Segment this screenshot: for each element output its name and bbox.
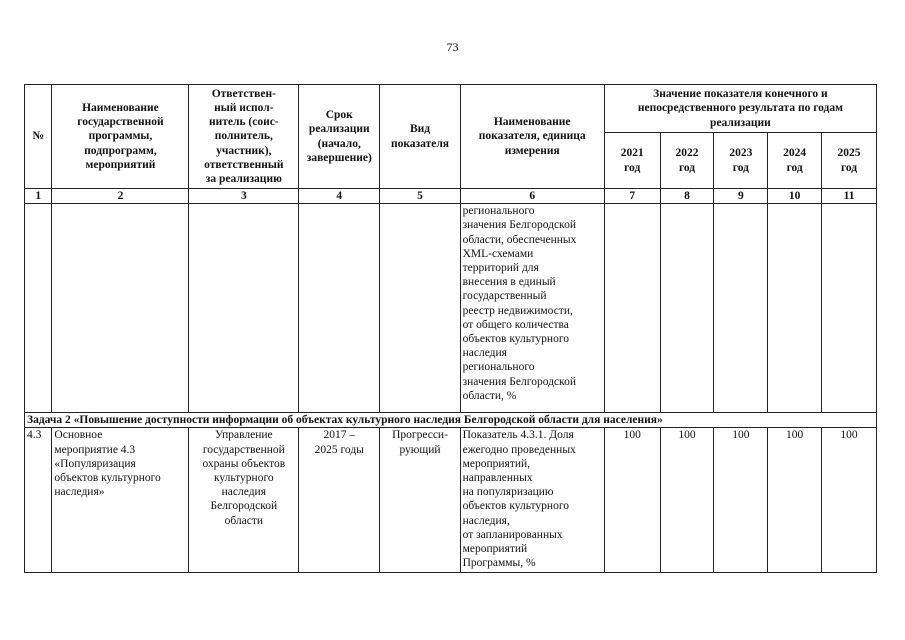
table-cell — [52, 204, 189, 413]
row-program: Основное мероприятие 4.3 «Популяризация объектов культурного наследия» — [52, 428, 189, 573]
table-cell — [660, 204, 714, 413]
header-period: Срок реализации (начало, завершение) — [299, 85, 380, 189]
header-num: № — [25, 85, 52, 189]
table-cell — [822, 204, 877, 413]
page-number: 73 — [446, 40, 459, 54]
column-number: 10 — [768, 189, 822, 204]
column-numbers-row — [25, 189, 877, 204]
header-year: 2024 год — [768, 133, 822, 189]
row-value: 100 — [822, 428, 877, 573]
table-cell — [380, 204, 460, 413]
table-row — [25, 428, 877, 573]
table-cell — [604, 204, 660, 413]
continuation-indicator-cell: регионального значения Белгородской области, обеспеченных XML-схемами территорий для внесения в единый государственный реестр недвижимости, от общего количества объектов культурного наследия регионального значения Белгородской области, % — [460, 204, 604, 413]
table-cell — [25, 204, 52, 413]
table-cell — [189, 204, 299, 413]
column-number: 6 — [460, 189, 604, 204]
row-value: 100 — [768, 428, 822, 573]
header-year: 2023 год — [714, 133, 768, 189]
row-value: 100 — [714, 428, 768, 573]
row-value: 100 — [660, 428, 714, 573]
row-value: 100 — [604, 428, 660, 573]
column-number: 4 — [299, 189, 380, 204]
header-year: 2025 год — [822, 133, 877, 189]
header-year: 2022 год — [660, 133, 714, 189]
task-title: Задача 2 «Повышение доступности информации об объектах культурного наследия Белгородской области для населения» — [25, 413, 877, 428]
column-number: 7 — [604, 189, 660, 204]
column-number: 5 — [380, 189, 460, 204]
column-number: 8 — [660, 189, 714, 204]
header-row-top — [25, 85, 877, 133]
row-period: 2017 – 2025 годы — [299, 428, 380, 573]
column-number: 3 — [189, 189, 299, 204]
header-indicator: Наименование показателя, единица измерения — [460, 85, 604, 189]
column-number: 9 — [714, 189, 768, 204]
indicators-table — [24, 84, 877, 573]
row-type: Прогресси- рующий — [380, 428, 460, 573]
row-executor: Управление государственной охраны объектов культурного наследия Белгородской области — [189, 428, 299, 573]
header-type: Вид показателя — [380, 85, 460, 189]
row-number: 4.3 — [25, 428, 52, 573]
header-year: 2021 год — [604, 133, 660, 189]
table-cell — [768, 204, 822, 413]
header-values-group: Значение показателя конечного и непосредственного результата по годам реализации — [604, 85, 876, 133]
row-indicator: Показатель 4.3.1. Доля ежегодно проведенных мероприятий, направленных на популяризацию объектов культурного наследия, от запланированных мероприятий Программы, % — [460, 428, 604, 573]
continuation-row — [25, 204, 877, 413]
table-cell — [299, 204, 380, 413]
column-number: 2 — [52, 189, 189, 204]
header-executor: Ответствен- ный испол- нитель (соис- полнитель, участник), ответственный за реализацию — [189, 85, 299, 189]
task-row — [25, 413, 877, 428]
column-number: 1 — [25, 189, 52, 204]
table-cell — [714, 204, 768, 413]
header-program: Наименование государственной программы, подпрограмм, мероприятий — [52, 85, 189, 189]
column-number: 11 — [822, 189, 877, 204]
